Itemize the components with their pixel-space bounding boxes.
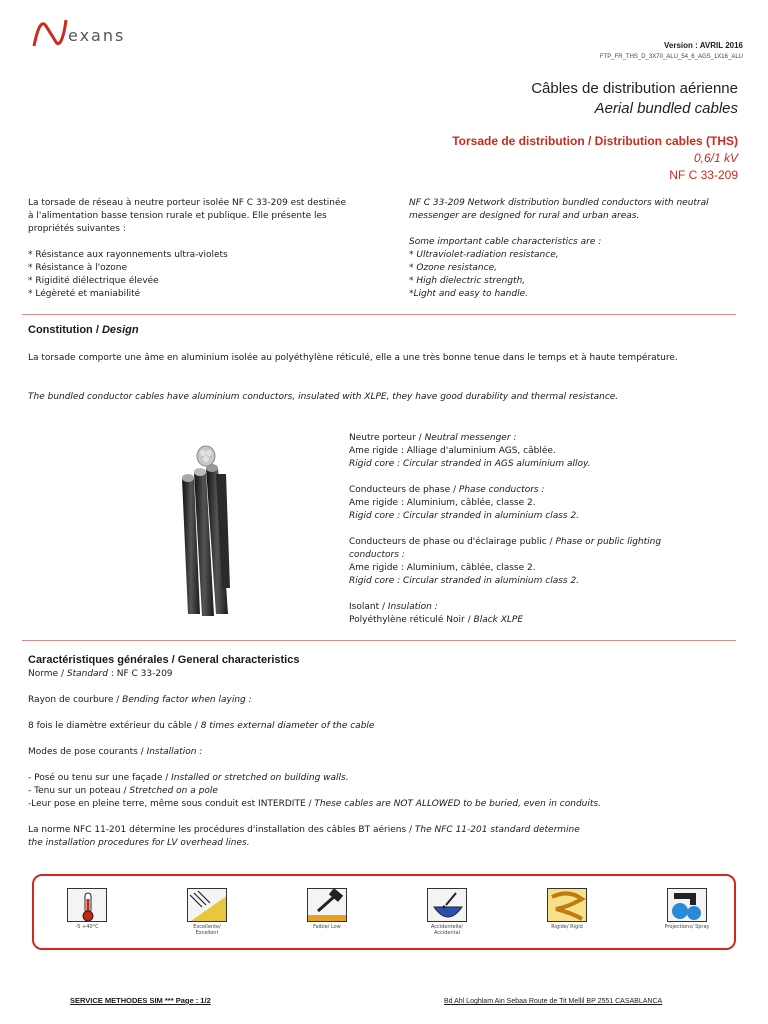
insulation-line: Polyéthylène réticulé Noir / Black XLPE (349, 615, 524, 625)
accidental-chemical-icon: Accidentelle/ Accidental (422, 888, 472, 936)
constitution-en-text: The bundled conductor cables have aluminium conductors, insulated with XLPE, they have good durability and thermal resistance. (28, 392, 619, 402)
logo-text: exans (68, 26, 126, 45)
install-line: Modes de pose courants / Installation : (28, 747, 203, 757)
voltage-rating: 0,6/1 kV (693, 151, 738, 165)
product-title: Torsade de distribution / Distribution cables (THS) (452, 134, 738, 148)
properties-icons-panel (32, 874, 736, 950)
general-body (28, 668, 728, 850)
intro-fr-prop: * Résistance aux rayonnements ultra-violets (28, 250, 228, 260)
phase-line-fr: Ame rigide : Aluminium, câblée, classe 2. (349, 498, 536, 508)
install-1: - Posé ou tenu sur une façade / Installed or stretched on building walls. (28, 773, 349, 783)
section-divider (22, 640, 736, 641)
neutral-line-en: Rigid core : Circular stranded in AGS aluminium alloy. (349, 459, 591, 469)
nexans-n-mark-icon (30, 16, 70, 50)
nexans-logo (30, 16, 140, 50)
intro-fr-prop: * Rigidité diélectrique élevée (28, 276, 159, 286)
design-details (349, 432, 739, 627)
section-divider (22, 314, 736, 315)
nfc-line-1: La norme NFC 11-201 détermine les procédures d'installation des câbles BT aériens / The NFC 11-201 standard determine (28, 825, 580, 835)
intro-en-props-title: Some important cable characteristics are : (409, 237, 602, 247)
intro-en-prop: * Ultraviolet-radiation resistance, (409, 250, 559, 260)
cable-illustration (170, 438, 250, 618)
intro-en-prop: *Light and easy to handle. (409, 289, 528, 299)
insulation-title: Isolant / Insulation : (349, 602, 438, 612)
standard-ref: NF C 33-209 (669, 168, 738, 182)
title-en: Aerial bundled cables (594, 100, 738, 117)
neutral-line-fr: Ame rigide : Alliage d'aluminium AGS, câblée. (349, 446, 556, 456)
neutral-title: Neutre porteur / Neutral messenger : (349, 433, 517, 443)
install-3: -Leur pose en pleine terre, même sous conduit est INTERDITE / These cables are NOT ALLOWED to be buried, even in conduits. (28, 799, 601, 809)
phase-line-en: Rigid core : Circular stranded in aluminium class 2. (349, 511, 580, 521)
bend-line: Rayon de courbure / Bending factor when laying : (28, 695, 252, 705)
lighting-title: Conducteurs de phase ou d'éclairage public / Phase or public lighting conductors : (349, 537, 662, 560)
intro-fr-text: La torsade de réseau à neutre porteur isolée NF C 33-209 est destinée à l'alimentation basse tension rurale et publique. Elle présente les propriétés suivantes : (28, 198, 347, 234)
title-fr: Câbles de distribution aérienne (531, 80, 738, 97)
phase-title: Conducteurs de phase / Phase conductors : (349, 485, 545, 495)
sunlight-resistance-icon: Excellente/ Excellent (182, 888, 232, 936)
intro-en-prop: * Ozone resistance, (409, 263, 497, 273)
version-label: Version : AVRIL 2016 (664, 41, 743, 50)
intro-en-prop: * High dielectric strength, (409, 276, 526, 286)
lighting-line-fr: Ame rigide : Aluminium, câblée, classe 2. (349, 563, 536, 573)
thermometer-icon: -5 +40°C (62, 888, 112, 930)
intro-en-text: NF C 33-209 Network distribution bundled conductors with neutral messenger are designed for rural and urban areas. (409, 198, 709, 221)
constitution-heading: Constitution / Design (28, 324, 139, 336)
footer-address: Bd Ahl Loghlam Ain Sebaa Route de Tit Mellil BP 2551 CASABLANCA (444, 998, 663, 1005)
constitution-fr-text: La torsade comporte une âme en aluminium isolée au polyéthylène réticulé, elle a une très bonne tenue dans le temps et à haute température. (28, 353, 678, 363)
rigid-cable-icon: Rigide/ Rigid (542, 888, 592, 930)
reference-code: FTP_FR_THS_D_3X70_ALU_54_6_AGS_1X16_ALU (599, 54, 743, 60)
general-heading: Caractéristiques générales / General characteristics (28, 654, 300, 666)
intro-fr-prop: * Légèreté et maniabilité (28, 289, 141, 299)
bend-value-line: 8 fois le diamètre extérieur du câble / 8 times external diameter of the cable (28, 721, 375, 731)
footer-left: SERVICE METHODES SIM *** Page : 1/2 (70, 996, 211, 1005)
intro-fr-prop: * Résistance à l'ozone (28, 263, 128, 273)
water-spray-icon: Projections/ Spray (662, 888, 712, 930)
nfc-line-2: the installation procedures for LV overhead lines. (28, 838, 250, 848)
install-2: - Tenu sur un poteau / Stretched on a pole (28, 786, 218, 796)
lighting-line-en: Rigid core : Circular stranded in aluminium class 2. (349, 576, 580, 586)
norm-line: Norme / Standard : NF C 33-209 (28, 669, 173, 679)
intro-fr (28, 197, 348, 301)
intro-en (409, 197, 744, 301)
impact-hammer-icon: Faible/ Low (302, 888, 352, 930)
